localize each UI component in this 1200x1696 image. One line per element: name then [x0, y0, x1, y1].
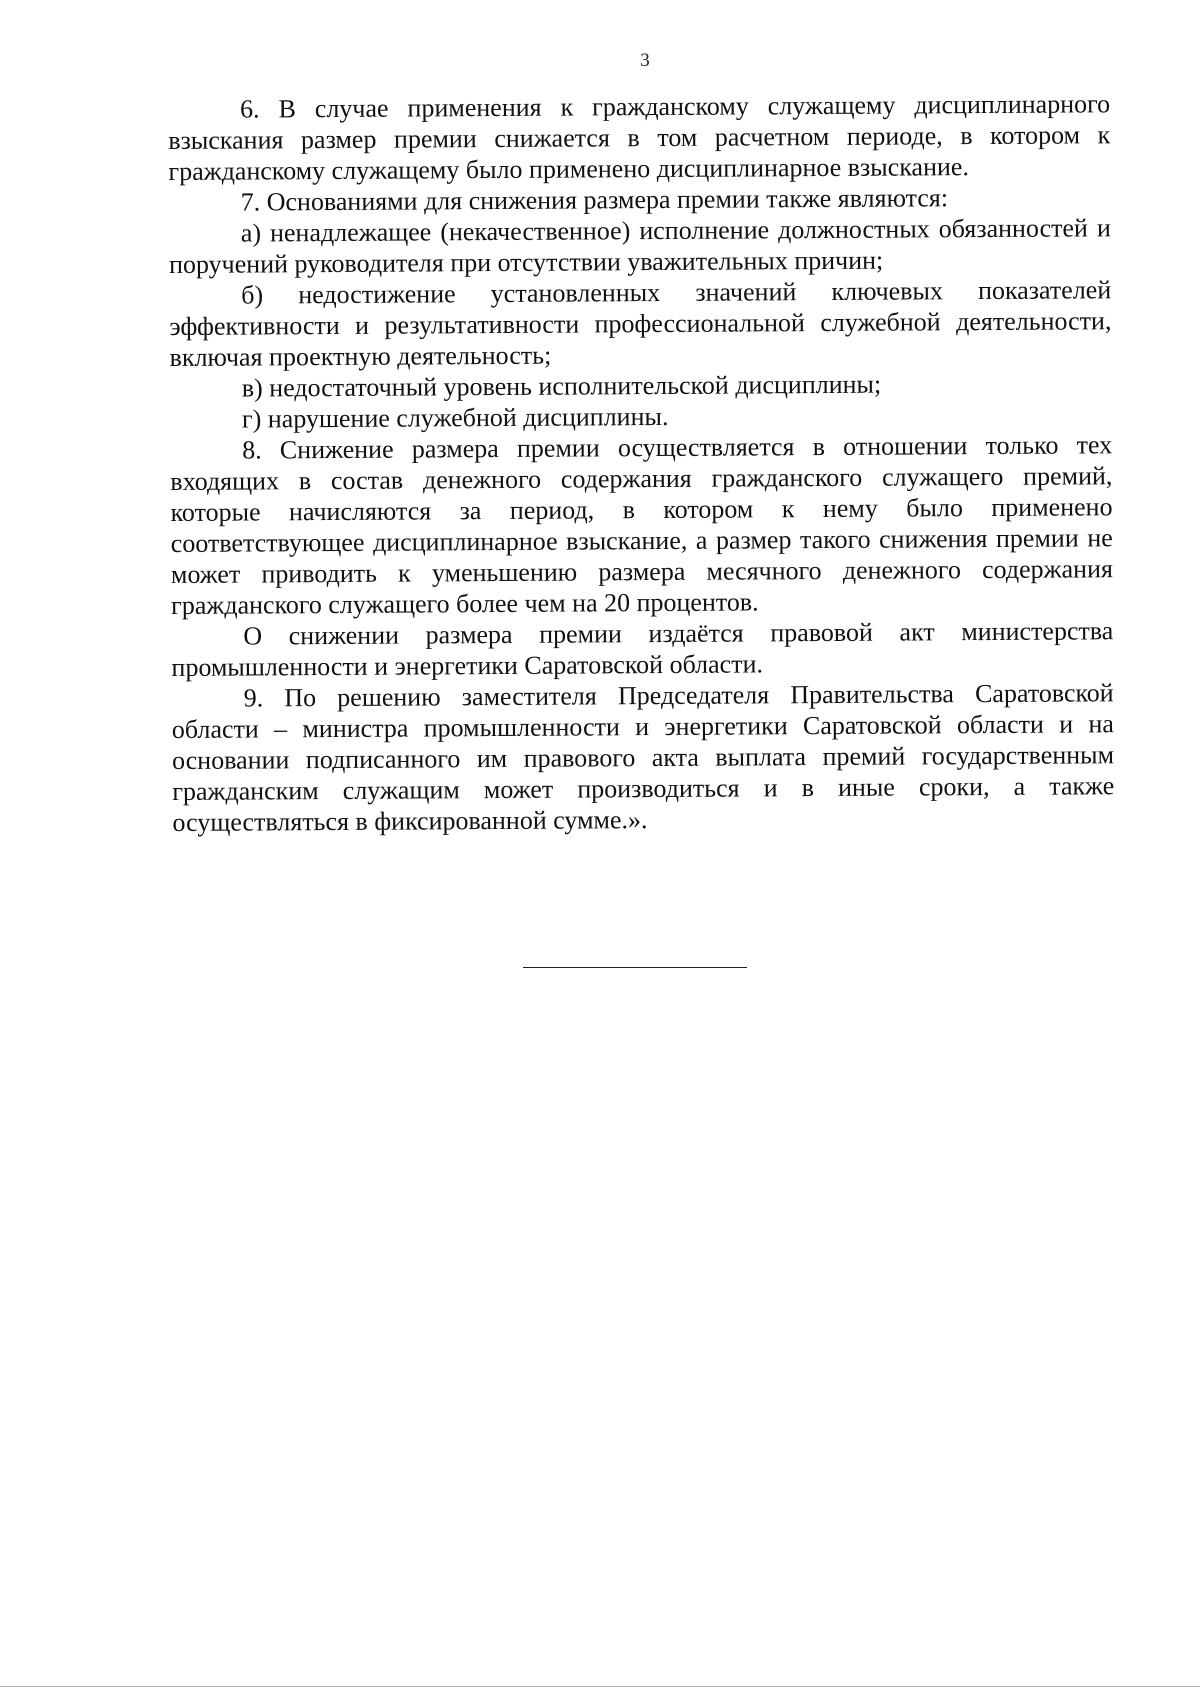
- scan-edge-line: [0, 1686, 1200, 1687]
- paragraph-8-note: О снижении размера премии издаётся правовой акт министерства промышленности и энергетики Саратовской области.: [171, 616, 1114, 682]
- paragraph-6: 6. В случае применения к гражданскому служащему дисциплинарного взыскания размер премии снижается в том расчетном периоде, в котором к гражданскому служащему было применено дисциплинарное взыскание.: [168, 89, 1111, 186]
- paragraph-7: 7. Основаниями для снижения размера премии также являются:: [240, 183, 949, 217]
- paragraph-8: 8. Снижение размера премии осуществляется в отношении только тех входящих в состав денежного содержания гражданского служащего премий, которые начисляются за период, в котором к нему было применено соответствующее дисциплинарное взыскание, а размер такого снижения премии не может приводить к уменьшению размера месячного денежного содержания гражданского служащего более чем на 20 процентов.: [170, 430, 1114, 620]
- list-item-v: в) недостаточный уровень исполнительской дисциплины;: [241, 369, 882, 403]
- page-number: 3: [640, 50, 650, 71]
- list-item-a: а) ненадлежащее (некачественное) исполнение должностных обязанностей и поручений руководителя при отсутствии уважительных причин;: [168, 213, 1111, 279]
- end-divider-line: [523, 967, 747, 968]
- document-body: [168, 88, 1115, 838]
- list-item-b: б) недостижение установленных значений ключевых показателей эффективности и результативности профессиональной служебной деятельности, включая проектную деятельность;: [169, 275, 1112, 372]
- paragraph-9: 9. По решению заместителя Председателя Правительства Саратовской области – министра промышленности и энергетики Саратовской области и на основании подписанного им правового акта выплата премий государственным гражданским служащим может производиться и в иные сроки, а также осуществляться в фиксированной сумме.».: [171, 678, 1115, 837]
- list-item-g: г) нарушение служебной дисциплины.: [241, 401, 669, 434]
